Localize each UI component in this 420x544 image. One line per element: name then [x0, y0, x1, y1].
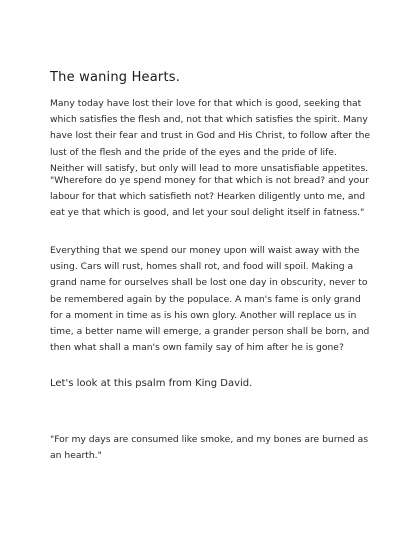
- paragraph-psalm-intro: Let's look at this psalm from King David.: [50, 378, 253, 389]
- paragraph-intro: Many today have lost their love for that which is good, seeking that which satisfies the flesh and, not that which satisfies the spirit. Many have lost their fear and trust in God and His Christ, to follow after the lust of the flesh and the pride of the eyes and the pride of life. Neither will satisfy, but only will lead to more unsatisfiable appetites.: [50, 98, 371, 174]
- psalm-quote: "For my days are consumed like smoke, and my bones are burned as an hearth.": [50, 434, 369, 462]
- paragraph-body: Everything that we spend our money upon will waist away with the using. Cars will rust, homes shall rot, and food will spoil. Making a grand name for ourselves shall be lost one day in obscurity, never to be remembered again by the populace. A man's fame is only grand for a moment in time as is his own glory. Another will replace us in time, a better name will emerge, a grander person shall be born, and then what shall a man's own family say of him after he is gone?: [50, 245, 370, 354]
- scripture-quote: "Wherefore do ye spend money for that which is not bread? and your labour for that which satisfieth not? Hearken diligently unto me, and eat ye that which is good, and let your soul delight itself in fatness.": [50, 175, 369, 219]
- document-title: The waning Hearts.: [50, 70, 181, 85]
